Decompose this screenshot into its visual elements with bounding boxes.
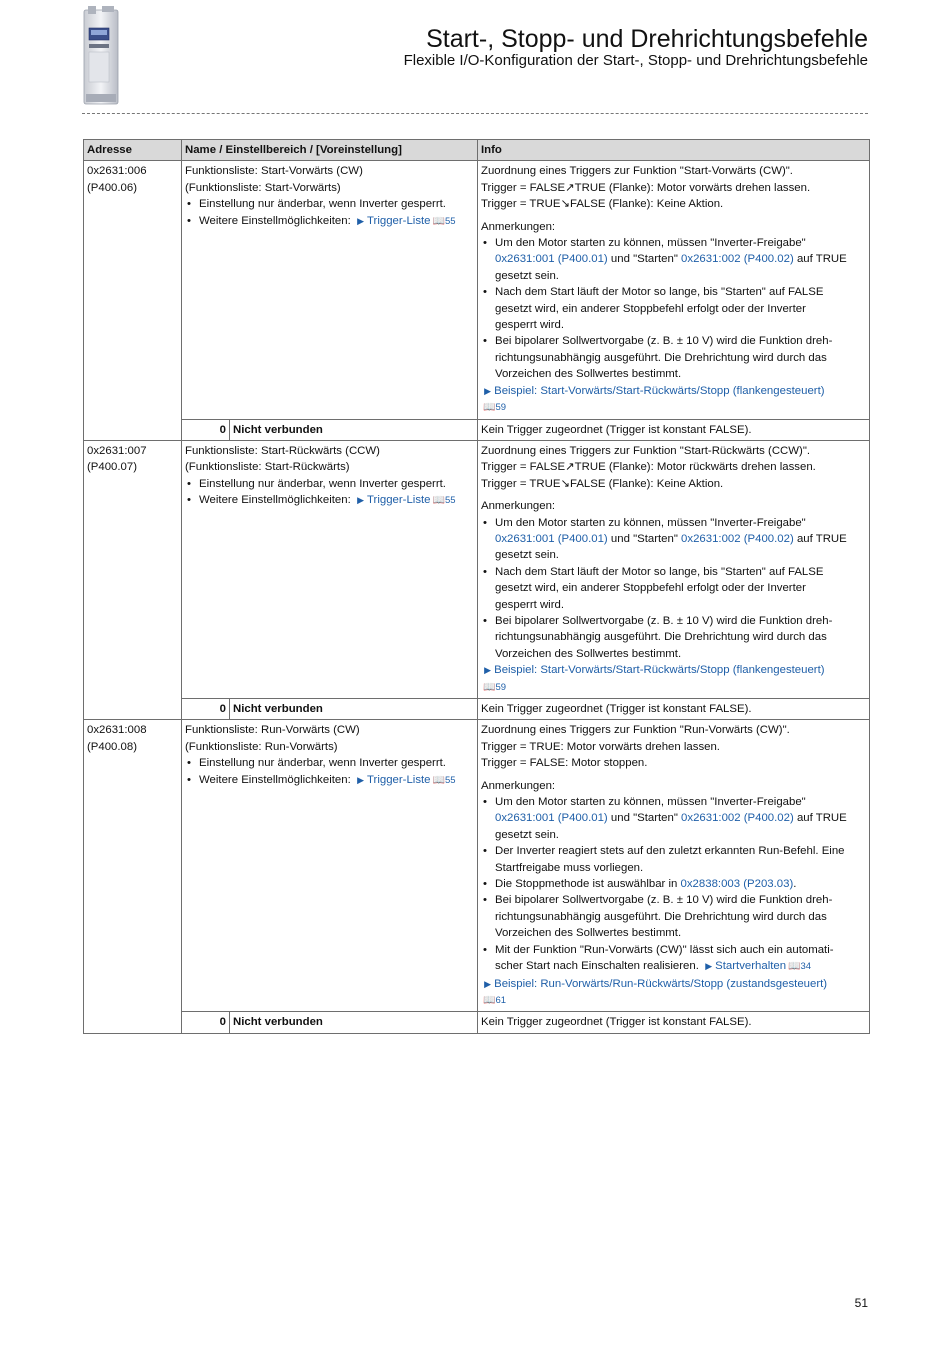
link-arrow-icon: ▶ <box>484 385 492 396</box>
setting-options <box>185 492 474 509</box>
name-cell <box>182 440 478 698</box>
header-name: Name / Einstellbereich / [Voreinstellung] <box>182 140 478 161</box>
function-short-name: (Funktionsliste: Run-Vorwärts) <box>185 740 338 753</box>
function-name: Funktionsliste: Run-Vorwärts (CW) <box>185 724 360 737</box>
table-row <box>84 720 870 1012</box>
info-line: Zuordnung eines Triggers zur Funktion "Run-Vorwärts (CW)". <box>481 724 790 737</box>
page-ref[interactable]: 34 <box>800 961 812 973</box>
param-link[interactable]: 0x2631:002 (P400.02) <box>681 253 794 266</box>
address: 0x2631:006 <box>87 165 147 178</box>
page-subtitle: Flexible I/O-Konfiguration der Start-, Stopp- und Drehrichtungsbefehle <box>403 52 868 69</box>
page-ref[interactable]: 59 <box>495 681 507 693</box>
book-icon: 📖 <box>432 495 445 507</box>
header-address: Adresse <box>84 140 182 161</box>
info-cell <box>478 720 870 1012</box>
address: 0x2631:008 <box>87 724 147 737</box>
link-arrow-icon: ▶ <box>484 665 492 676</box>
note-item: • Mit der Funktion "Run-Vorwärts (CW)" lässt sich auch ein automati- scher Start nach Einschalten realisieren. ▶ Startverhalten 📖34 <box>481 942 866 976</box>
note-item: • Der Inverter reagiert stets auf den zuletzt erkannten Run-Befehl. Eine Startfreigabe muss vorliegen. <box>481 843 866 876</box>
example-link[interactable]: Beispiel: Start-Vorwärts/Start-Rückwärts/Stopp (flankengesteuert) <box>494 664 825 677</box>
book-icon: 📖 <box>432 774 445 786</box>
note-item: • Nach dem Start läuft der Motor so lange, bis "Starten" auf FALSE gesetzt wird, ein anderer Stoppbefehl erfolgt oder der Inverter gesperrt wird. <box>481 284 866 333</box>
value-code: 0 <box>182 1012 230 1033</box>
note-item: • Um den Motor starten zu können, müssen "Inverter-Freigabe" 0x2631:001 (P400.01) und "Starten" 0x2631:002 (P400.02) auf TRUE gesetzt sein. <box>481 794 866 843</box>
value-row <box>84 1012 870 1033</box>
name-cell <box>182 161 478 419</box>
notes-label: Anmerkungen: <box>481 779 556 792</box>
table-row <box>84 161 870 419</box>
value-info: Kein Trigger zugeordnet (Trigger ist konstant FALSE). <box>478 1012 870 1033</box>
setting-note: • Einstellung nur änderbar, wenn Inverter gesperrt. <box>185 196 474 212</box>
example-page-line <box>481 992 866 1009</box>
param-link[interactable]: 0x2631:001 (P400.01) <box>495 532 608 545</box>
book-icon: 📖 <box>432 215 445 227</box>
page-ref[interactable]: 55 <box>444 495 456 507</box>
function-name: Funktionsliste: Start-Rückwärts (CCW) <box>185 444 380 457</box>
trigger-list-link[interactable]: Trigger-Liste <box>367 494 431 507</box>
param-link[interactable]: 0x2631:002 (P400.02) <box>681 532 794 545</box>
rising-edge-icon: ↗ <box>565 181 575 194</box>
trigger-list-link[interactable]: Trigger-Liste <box>367 773 431 786</box>
address-cell <box>84 720 182 1033</box>
startverhalten-link[interactable]: Startverhalten <box>715 960 787 973</box>
function-short-name: (Funktionsliste: Start-Vorwärts) <box>185 181 341 194</box>
address-cell <box>84 440 182 720</box>
example-link-line <box>481 976 866 992</box>
header-info: Info <box>478 140 870 161</box>
param-link[interactable]: 0x2631:001 (P400.01) <box>495 812 608 825</box>
example-link[interactable]: Beispiel: Start-Vorwärts/Start-Rückwärts/Stopp (flankengesteuert) <box>494 384 825 397</box>
rising-edge-icon: ↗ <box>565 461 575 474</box>
info-line: Trigger = TRUE: Motor vorwärts drehen lassen. <box>481 740 720 753</box>
link-arrow-icon: ▶ <box>357 495 364 506</box>
header-divider <box>82 113 868 114</box>
param-link[interactable]: 0x2631:002 (P400.02) <box>681 812 794 825</box>
example-link-line <box>481 383 866 399</box>
info-line: Trigger = FALSE↗TRUE (Flanke): Motor vorwärts drehen lassen. <box>481 181 811 194</box>
note-item: • Um den Motor starten zu können, müssen "Inverter-Freigabe" 0x2631:001 (P400.01) und "Starten" 0x2631:002 (P400.02) auf TRUE gesetzt sein. <box>481 235 866 284</box>
function-short-name: (Funktionsliste: Start-Rückwärts) <box>185 461 350 474</box>
value-code: 0 <box>182 419 230 440</box>
trigger-list-link[interactable]: Trigger-Liste <box>367 214 431 227</box>
info-line: Zuordnung eines Triggers zur Funktion "Start-Vorwärts (CW)". <box>481 165 793 178</box>
info-line: Zuordnung eines Triggers zur Funktion "Start-Rückwärts (CCW)". <box>481 444 811 457</box>
info-cell <box>478 440 870 698</box>
param-link[interactable]: 0x2631:001 (P400.01) <box>495 253 608 266</box>
note-item: • Bei bipolarer Sollwertvorgabe (z. B. ± 10 V) wird die Funktion dreh- richtungsunabhängig ausgeführt. Die Drehrichtung wird durch das Vorzeichen des Sollwertes bestimmt. <box>481 613 866 662</box>
page-ref[interactable]: 55 <box>444 774 456 786</box>
options-label: Weitere Einstellmöglichkeiten: <box>199 494 351 507</box>
page-ref[interactable]: 59 <box>495 402 507 414</box>
value-name: Nicht verbunden <box>230 419 478 440</box>
info-line: Trigger = FALSE↗TRUE (Flanke): Motor rückwärts drehen lassen. <box>481 461 816 474</box>
value-name: Nicht verbunden <box>230 699 478 720</box>
value-name: Nicht verbunden <box>230 1012 478 1033</box>
value-info: Kein Trigger zugeordnet (Trigger ist konstant FALSE). <box>478 419 870 440</box>
example-link[interactable]: Beispiel: Run-Vorwärts/Run-Rückwärts/Stopp (zustandsgesteuert) <box>494 977 828 990</box>
parameter-code: (P400.08) <box>87 740 138 753</box>
setting-options <box>185 213 474 230</box>
falling-edge-icon: ↘ <box>560 477 570 490</box>
table-header-row <box>84 140 870 161</box>
book-icon: 📖 <box>788 961 801 973</box>
book-icon: 📖 <box>483 994 496 1006</box>
link-arrow-icon: ▶ <box>484 978 492 989</box>
example-link-line <box>481 662 866 678</box>
link-arrow-icon: ▶ <box>705 961 713 972</box>
product-image <box>82 6 122 106</box>
page-ref[interactable]: 55 <box>444 215 456 227</box>
value-code: 0 <box>182 699 230 720</box>
note-item: • Bei bipolarer Sollwertvorgabe (z. B. ± 10 V) wird die Funktion dreh- richtungsunabhängig ausgeführt. Die Drehrichtung wird durch das Vorzeichen des Sollwertes bestimmt. <box>481 333 866 382</box>
note-item: • Um den Motor starten zu können, müssen "Inverter-Freigabe" 0x2631:001 (P400.01) und "Starten" 0x2631:002 (P400.02) auf TRUE gesetzt sein. <box>481 515 866 564</box>
setting-options <box>185 772 474 789</box>
options-label: Weitere Einstellmöglichkeiten: <box>199 214 351 227</box>
link-arrow-icon: ▶ <box>357 774 364 785</box>
example-page-line <box>481 399 866 416</box>
notes-label: Anmerkungen: <box>481 500 556 513</box>
page-title: Start-, Stopp- und Drehrichtungsbefehle <box>426 25 868 53</box>
info-line: Trigger = TRUE↘FALSE (Flanke): Keine Aktion. <box>481 198 724 211</box>
setting-note: • Einstellung nur änderbar, wenn Inverter gesperrt. <box>185 476 474 492</box>
parameter-table <box>83 139 870 1034</box>
value-row <box>84 419 870 440</box>
info-line: Trigger = FALSE: Motor stoppen. <box>481 757 648 770</box>
address-cell <box>84 161 182 441</box>
notes-label: Anmerkungen: <box>481 220 556 233</box>
note-item: • Nach dem Start läuft der Motor so lange, bis "Starten" auf FALSE gesetzt wird, ein anderer Stoppbefehl erfolgt oder der Inverter gesperrt wird. <box>481 564 866 613</box>
options-label: Weitere Einstellmöglichkeiten: <box>199 773 351 786</box>
table-row <box>84 440 870 698</box>
note-item: • Die Stoppmethode ist auswählbar in 0x2838:003 (P203.03). <box>481 876 866 892</box>
setting-note: • Einstellung nur änderbar, wenn Inverter gesperrt. <box>185 755 474 771</box>
function-name: Funktionsliste: Start-Vorwärts (CW) <box>185 165 363 178</box>
parameter-code: (P400.06) <box>87 181 138 194</box>
book-icon: 📖 <box>483 402 496 414</box>
example-page-line <box>481 679 866 696</box>
book-icon: 📖 <box>483 681 496 693</box>
link-arrow-icon: ▶ <box>357 215 364 226</box>
page-ref[interactable]: 61 <box>495 994 507 1006</box>
page-number: 51 <box>854 1296 868 1310</box>
value-row <box>84 699 870 720</box>
parameter-code: (P400.07) <box>87 461 138 474</box>
falling-edge-icon: ↘ <box>560 198 570 211</box>
info-line: Trigger = TRUE↘FALSE (Flanke): Keine Aktion. <box>481 477 724 490</box>
param-link[interactable]: 0x2838:003 (P203.03) <box>680 878 794 891</box>
note-item: • Bei bipolarer Sollwertvorgabe (z. B. ± 10 V) wird die Funktion dreh- richtungsunabhängig ausgeführt. Die Drehrichtung wird durch das Vorzeichen des Sollwertes bestimmt. <box>481 892 866 941</box>
info-cell <box>478 161 870 419</box>
name-cell <box>182 720 478 1012</box>
value-info: Kein Trigger zugeordnet (Trigger ist konstant FALSE). <box>478 699 870 720</box>
address: 0x2631:007 <box>87 444 147 457</box>
